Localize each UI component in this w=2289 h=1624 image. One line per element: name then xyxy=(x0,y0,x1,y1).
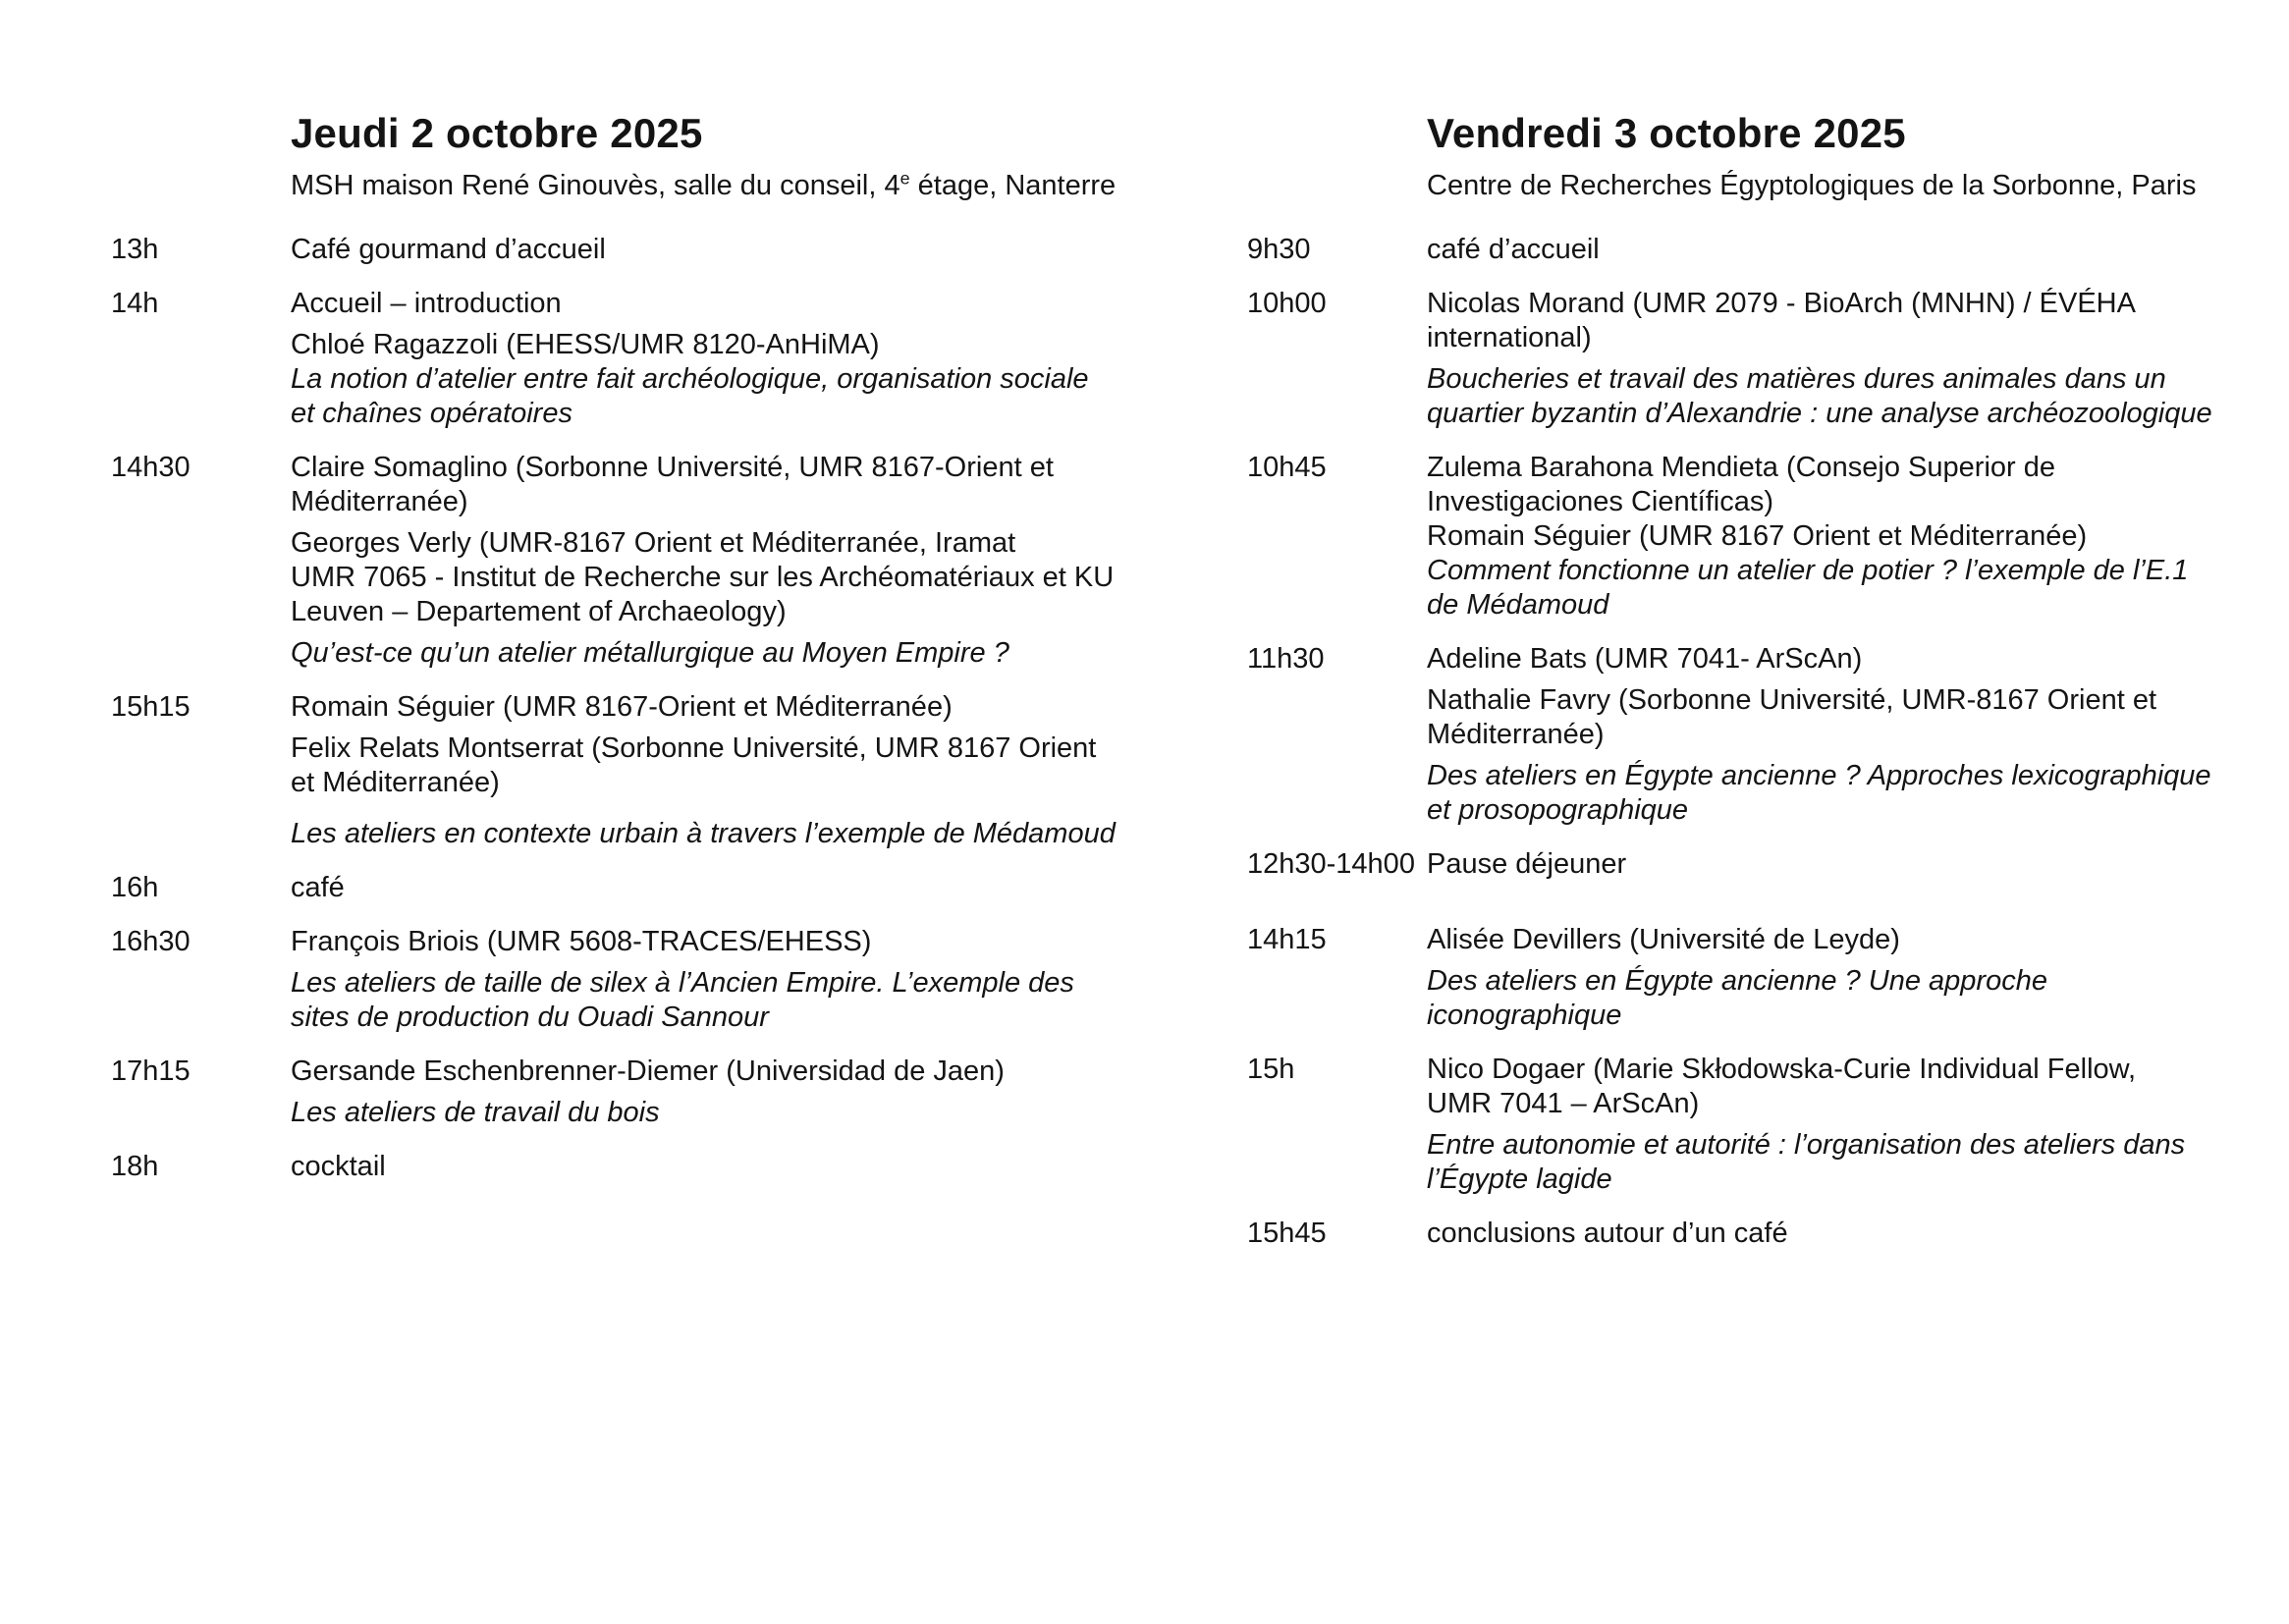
text-line: Des ateliers en Égypte ancienne ? Approches lexicographique xyxy=(1427,760,2211,791)
session-14h15 xyxy=(1247,923,2239,1033)
text-line: iconographique xyxy=(1427,1000,1622,1031)
text-line: Les ateliers en contexte urbain à travers l’exemple de Médamoud xyxy=(291,818,1116,849)
text-line: Boucheries et travail des matières dures animales dans un xyxy=(1427,363,2166,395)
session-18h xyxy=(111,1150,1181,1184)
text-line: Investigaciones Científicas) xyxy=(1427,486,1773,517)
text-line: Nico Dogaer (Marie Skłodowska-Curie Individual Fellow, xyxy=(1427,1054,2137,1085)
event-item xyxy=(1427,1217,2239,1251)
text-line: Gersande Eschenbrenner-Diemer (Universidad de Jaen) xyxy=(291,1056,1005,1087)
venue xyxy=(291,169,1181,203)
venue-superscript: e xyxy=(899,168,910,189)
day-title: Vendredi 3 octobre 2025 xyxy=(1427,110,1906,156)
session-content xyxy=(1427,642,2239,828)
text-line: Méditerranée) xyxy=(1427,719,1605,750)
event-item xyxy=(291,233,1181,267)
speaker-item xyxy=(1427,683,2239,752)
session-lunch xyxy=(1247,847,2239,882)
event-item xyxy=(291,1150,1181,1184)
session-16h xyxy=(111,871,1181,905)
session-15h45 xyxy=(1247,1217,2239,1251)
text-line: et Méditerranée) xyxy=(291,767,500,798)
session-time: 9h30 xyxy=(1247,234,1311,265)
text-line: Les ateliers de travail du bois xyxy=(291,1097,660,1128)
text-line: Pause déjeuner xyxy=(1427,848,1627,880)
venue-text: MSH maison René Ginouvès, salle du conseil, 4 xyxy=(291,170,900,201)
text-line: Claire Somaglino (Sorbonne Université, UMR 8167-Orient et xyxy=(291,452,1054,483)
event-item xyxy=(1427,847,2239,882)
session-14h xyxy=(111,287,1181,431)
session-time: 15h xyxy=(1247,1054,1295,1085)
day-title: Jeudi 2 octobre 2025 xyxy=(291,110,703,156)
talk-title-item xyxy=(291,966,1181,1035)
session-list xyxy=(1247,233,2239,1251)
text-line: Nicolas Morand (UMR 2079 - BioArch (MNHN) / ÉVÉHA xyxy=(1427,288,2136,319)
text-line: café d’accueil xyxy=(1427,234,1600,265)
text-line: et prosopographique xyxy=(1427,794,1689,826)
venue-text: Centre de Recherches Égyptologiques de la Sorbonne, Paris xyxy=(1427,170,2197,201)
text-line: Café gourmand d’accueil xyxy=(291,234,606,265)
venue xyxy=(1427,169,2239,203)
speaker-item xyxy=(1427,519,2239,554)
text-line: Romain Séguier (UMR 8167 Orient et Méditerranée) xyxy=(1427,520,2088,552)
session-9h30 xyxy=(1247,233,2239,267)
talk-title-item xyxy=(1427,964,2239,1033)
session-14h30 xyxy=(111,451,1181,671)
text-line: cocktail xyxy=(291,1151,386,1182)
text-line: Adeline Bats (UMR 7041- ArScAn) xyxy=(1427,643,1863,675)
session-content xyxy=(291,1150,1181,1184)
session-content xyxy=(1427,923,2239,1033)
session-15h xyxy=(1247,1053,2239,1197)
talk-title-item xyxy=(1427,362,2239,431)
speaker-item xyxy=(291,731,1181,800)
session-content xyxy=(291,287,1181,431)
session-time: 16h30 xyxy=(111,926,191,957)
session-time: 18h xyxy=(111,1151,159,1182)
speaker-item xyxy=(1427,1053,2239,1121)
speaker-item xyxy=(291,925,1181,959)
speaker-item xyxy=(1427,923,2239,957)
speaker-item xyxy=(291,526,1181,629)
session-content xyxy=(291,871,1181,905)
session-content xyxy=(291,451,1181,671)
event-item xyxy=(1427,233,2239,267)
speaker-item xyxy=(291,328,1181,362)
session-17h15 xyxy=(111,1055,1181,1130)
session-time: 11h30 xyxy=(1247,643,1325,675)
session-time: 15h15 xyxy=(111,691,191,723)
session-content xyxy=(1427,233,2239,267)
talk-title-item xyxy=(291,1096,1181,1130)
text-line: Felix Relats Montserrat (Sorbonne Université, UMR 8167 Orient xyxy=(291,732,1097,764)
text-line: François Briois (UMR 5608-TRACES/EHESS) xyxy=(291,926,872,957)
text-line: sites de production du Ouadi Sannour xyxy=(291,1001,769,1033)
text-line: Méditerranée) xyxy=(291,486,468,517)
session-content xyxy=(1427,1053,2239,1197)
text-line: Zulema Barahona Mendieta (Consejo Superior de xyxy=(1427,452,2055,483)
text-line: Leuven – Departement of Archaeology) xyxy=(291,596,787,627)
day-header xyxy=(291,110,1181,203)
speaker-item xyxy=(291,1055,1181,1089)
session-16h30 xyxy=(111,925,1181,1035)
session-content xyxy=(1427,847,2239,882)
text-line: et chaînes opératoires xyxy=(291,398,572,429)
text-line: conclusions autour d’un café xyxy=(1427,1218,1788,1249)
text-line: Romain Séguier (UMR 8167-Orient et Méditerranée) xyxy=(291,691,953,723)
text-line: Comment fonctionne un atelier de potier ? l’exemple de l’E.1 xyxy=(1427,555,2189,586)
session-content xyxy=(1427,287,2239,431)
text-line: Georges Verly (UMR-8167 Orient et Méditerranée, Iramat xyxy=(291,527,1016,559)
session-time: 13h xyxy=(111,234,159,265)
text-line: UMR 7065 - Institut de Recherche sur les Archéomatériaux et KU xyxy=(291,562,1115,593)
text-line: La notion d’atelier entre fait archéologique, organisation sociale xyxy=(291,363,1089,395)
day-column-thursday xyxy=(111,110,1181,1184)
text-line: Accueil – introduction xyxy=(291,288,562,319)
talk-title-item xyxy=(1427,1128,2239,1197)
session-time: 17h15 xyxy=(111,1056,191,1087)
text-line: Des ateliers en Égypte ancienne ? Une approche xyxy=(1427,965,2047,997)
text-line: Nathalie Favry (Sorbonne Université, UMR-8167 Orient et xyxy=(1427,684,2157,716)
session-content xyxy=(291,1055,1181,1130)
speaker-item xyxy=(1427,287,2239,355)
session-content xyxy=(291,233,1181,267)
text-line: quartier byzantin d’Alexandrie : une analyse archéozoologique xyxy=(1427,398,2212,429)
session-time: 14h xyxy=(111,288,159,319)
text-line: Alisée Devillers (Université de Leyde) xyxy=(1427,924,1900,955)
speaker-item xyxy=(1427,642,2239,677)
text-line: Les ateliers de taille de silex à l’Ancien Empire. L’exemple des xyxy=(291,967,1074,999)
day-column-friday xyxy=(1247,110,2239,1251)
text-line: Entre autonomie et autorité : l’organisation des ateliers dans xyxy=(1427,1129,2186,1161)
session-content xyxy=(291,925,1181,1035)
text-line: café xyxy=(291,872,345,903)
session-13h xyxy=(111,233,1181,267)
speaker-item xyxy=(291,690,1181,725)
talk-title-item xyxy=(291,817,1181,851)
text-line: international) xyxy=(1427,322,1592,353)
event-item xyxy=(291,871,1181,905)
session-time: 15h45 xyxy=(1247,1218,1327,1249)
talk-title-item xyxy=(291,636,1181,671)
speaker-item xyxy=(1427,451,2239,519)
session-content xyxy=(1427,451,2239,623)
session-time: 16h xyxy=(111,872,159,903)
venue-text-end: étage, Nanterre xyxy=(909,170,1117,201)
session-15h15 xyxy=(111,690,1181,851)
session-10h00 xyxy=(1247,287,2239,431)
day-header xyxy=(1427,110,2239,203)
talk-title-item xyxy=(291,362,1181,431)
event-item xyxy=(291,287,1181,321)
session-time: 14h15 xyxy=(1247,924,1327,955)
talk-title-item xyxy=(1427,554,2239,623)
session-list xyxy=(111,233,1181,1184)
session-11h30 xyxy=(1247,642,2239,828)
text-line: l’Égypte lagide xyxy=(1427,1164,1612,1195)
talk-title-item xyxy=(1427,759,2239,828)
session-time: 12h30-14h00 xyxy=(1247,848,1415,880)
text-line: de Médamoud xyxy=(1427,589,1609,621)
session-time: 14h30 xyxy=(111,452,191,483)
speaker-item xyxy=(291,451,1181,519)
session-10h45 xyxy=(1247,451,2239,623)
session-content xyxy=(1427,1217,2239,1251)
session-content xyxy=(291,690,1181,851)
session-time: 10h00 xyxy=(1247,288,1327,319)
text-line: Qu’est-ce qu’un atelier métallurgique au Moyen Empire ? xyxy=(291,637,1009,669)
session-time: 10h45 xyxy=(1247,452,1327,483)
text-line: Chloé Ragazzoli (EHESS/UMR 8120-AnHiMA) xyxy=(291,329,880,360)
text-line: UMR 7041 – ArScAn) xyxy=(1427,1088,1700,1119)
